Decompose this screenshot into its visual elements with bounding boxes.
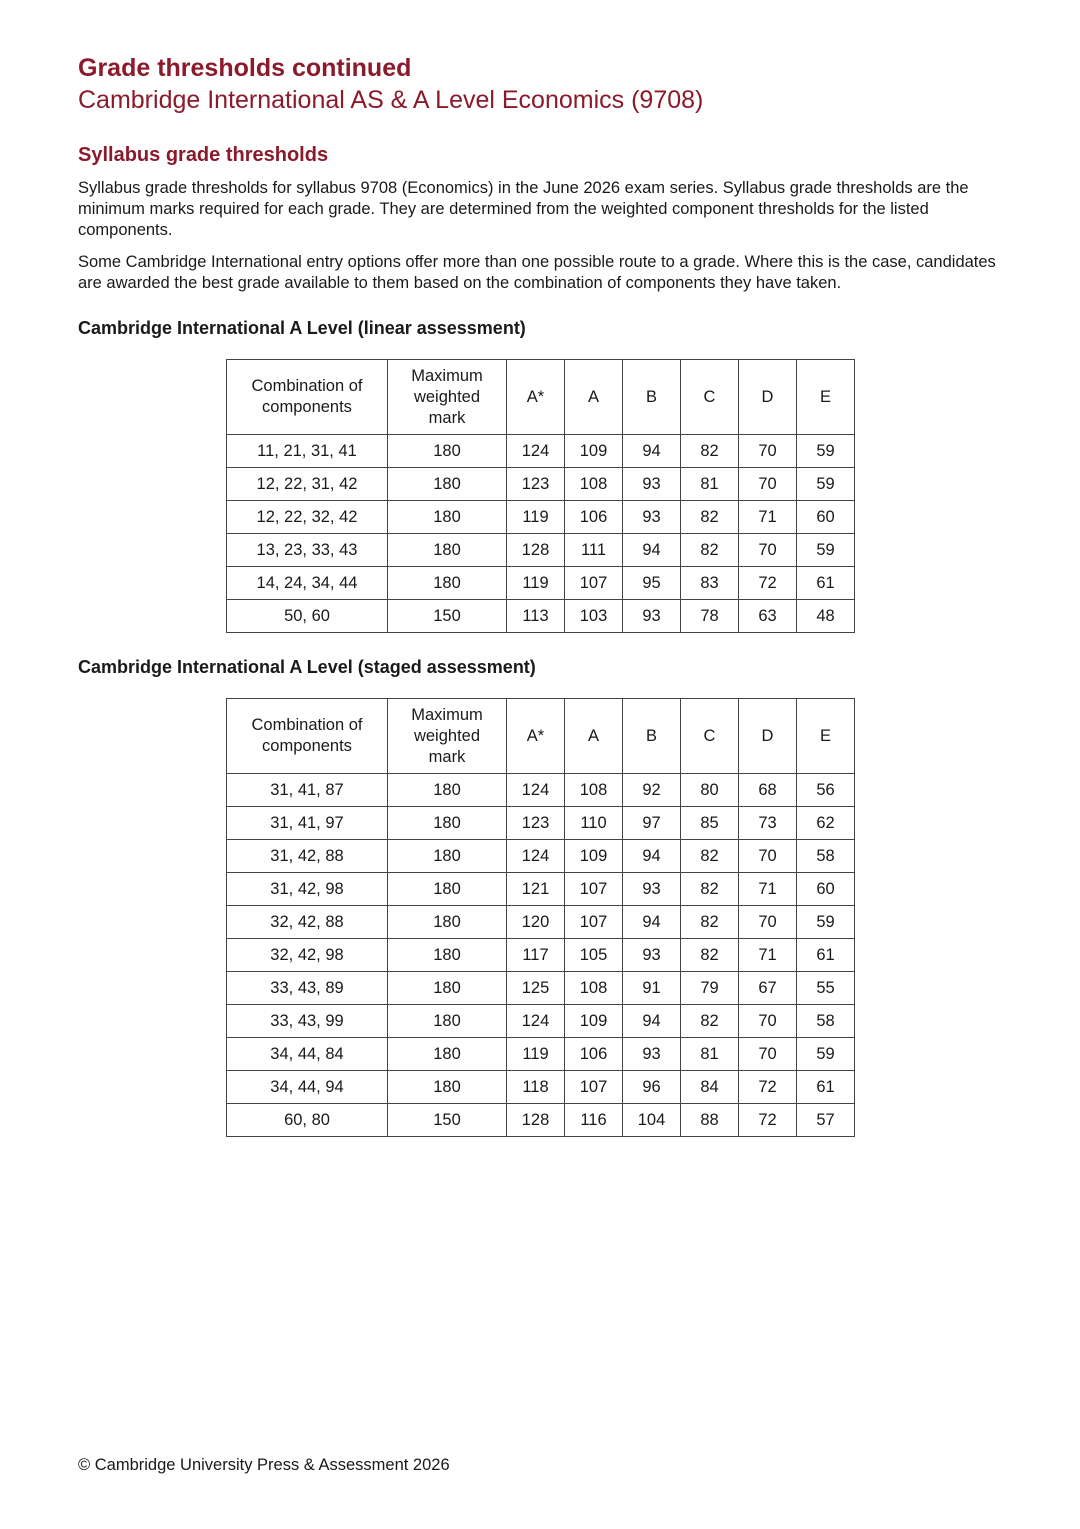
grade-threshold-cell: 67 [739, 972, 797, 1005]
table-row [227, 468, 855, 501]
grade-threshold-cell: 88 [681, 1104, 739, 1137]
grade-threshold-cell: 72 [739, 1104, 797, 1137]
grade-threshold-cell: 119 [507, 1038, 565, 1071]
table-row [227, 939, 855, 972]
linear-table-heading: Cambridge International A Level (linear assessment) [78, 318, 526, 338]
max-mark-cell: 180 [388, 1005, 507, 1038]
max-mark-cell: 180 [388, 807, 507, 840]
grade-threshold-cell: 107 [565, 1071, 623, 1104]
section-heading: Syllabus grade thresholds [78, 144, 329, 166]
grade-threshold-cell: 107 [565, 873, 623, 906]
grade-threshold-cell: 56 [797, 774, 855, 807]
grade-threshold-cell: 68 [739, 774, 797, 807]
table-row [227, 534, 855, 567]
column-header: B [623, 699, 681, 774]
grade-threshold-cell: 78 [681, 600, 739, 633]
grade-threshold-cell: 61 [797, 1071, 855, 1104]
grade-threshold-cell: 70 [739, 840, 797, 873]
table-row [227, 1104, 855, 1137]
grade-threshold-cell: 83 [681, 567, 739, 600]
grade-threshold-cell: 106 [565, 1038, 623, 1071]
grade-threshold-cell: 108 [565, 972, 623, 1005]
grade-threshold-cell: 120 [507, 906, 565, 939]
grade-threshold-cell: 107 [565, 906, 623, 939]
grade-threshold-cell: 59 [797, 906, 855, 939]
grade-threshold-cell: 124 [507, 1005, 565, 1038]
column-header: E [797, 699, 855, 774]
route-paragraph: Some Cambridge International entry options offer more than one possible route to a grade. Where this is the case, candidates are awarded the best grade available to them based on the combination of components they have taken. [78, 253, 996, 292]
grade-threshold-cell: 93 [623, 1038, 681, 1071]
column-header: Combination of components [227, 360, 388, 435]
grade-threshold-cell: 109 [565, 840, 623, 873]
column-header: A* [507, 699, 565, 774]
grade-threshold-cell: 72 [739, 567, 797, 600]
grade-threshold-cell: 121 [507, 873, 565, 906]
grade-threshold-cell: 128 [507, 1104, 565, 1137]
column-header: C [681, 360, 739, 435]
grade-threshold-cell: 82 [681, 873, 739, 906]
grade-threshold-cell: 110 [565, 807, 623, 840]
table-row [227, 906, 855, 939]
grade-threshold-cell: 58 [797, 840, 855, 873]
max-mark-cell: 150 [388, 600, 507, 633]
table-row [227, 435, 855, 468]
max-mark-cell: 180 [388, 501, 507, 534]
component-combination-cell: 13, 23, 33, 43 [227, 534, 388, 567]
max-mark-cell: 180 [388, 1071, 507, 1104]
table-row [227, 567, 855, 600]
component-combination-cell: 60, 80 [227, 1104, 388, 1137]
column-header: E [797, 360, 855, 435]
linear-assessment-table [226, 359, 855, 633]
grade-threshold-cell: 93 [623, 873, 681, 906]
copyright-footer: © Cambridge University Press & Assessment 2026 [78, 1456, 450, 1474]
max-mark-cell: 180 [388, 567, 507, 600]
grade-threshold-cell: 62 [797, 807, 855, 840]
component-combination-cell: 34, 44, 94 [227, 1071, 388, 1104]
grade-threshold-cell: 71 [739, 501, 797, 534]
grade-threshold-cell: 117 [507, 939, 565, 972]
grade-threshold-cell: 61 [797, 939, 855, 972]
grade-threshold-cell: 82 [681, 840, 739, 873]
grade-threshold-cell: 94 [623, 534, 681, 567]
column-header: Combination of components [227, 699, 388, 774]
grade-threshold-cell: 57 [797, 1104, 855, 1137]
table-row [227, 873, 855, 906]
grade-threshold-cell: 106 [565, 501, 623, 534]
grade-threshold-cell: 82 [681, 435, 739, 468]
max-mark-cell: 180 [388, 774, 507, 807]
component-combination-cell: 50, 60 [227, 600, 388, 633]
column-header: C [681, 699, 739, 774]
column-header: A* [507, 360, 565, 435]
grade-threshold-cell: 82 [681, 501, 739, 534]
table-row [227, 600, 855, 633]
grade-threshold-cell: 97 [623, 807, 681, 840]
grade-threshold-cell: 81 [681, 1038, 739, 1071]
grade-threshold-cell: 105 [565, 939, 623, 972]
grade-threshold-cell: 70 [739, 435, 797, 468]
grade-threshold-cell: 124 [507, 840, 565, 873]
table-row [227, 1071, 855, 1104]
column-header: A [565, 699, 623, 774]
grade-threshold-cell: 81 [681, 468, 739, 501]
grade-threshold-cell: 93 [623, 939, 681, 972]
component-combination-cell: 14, 24, 34, 44 [227, 567, 388, 600]
grade-threshold-cell: 92 [623, 774, 681, 807]
max-mark-cell: 180 [388, 468, 507, 501]
component-combination-cell: 33, 43, 89 [227, 972, 388, 1005]
component-combination-cell: 31, 41, 97 [227, 807, 388, 840]
component-combination-cell: 12, 22, 31, 42 [227, 468, 388, 501]
table-header-row [227, 699, 855, 774]
table-row [227, 1038, 855, 1071]
grade-threshold-cell: 125 [507, 972, 565, 1005]
grade-threshold-cell: 108 [565, 774, 623, 807]
component-combination-cell: 32, 42, 98 [227, 939, 388, 972]
document-page [78, 52, 1003, 1137]
grade-threshold-cell: 123 [507, 468, 565, 501]
grade-threshold-cell: 70 [739, 1038, 797, 1071]
grade-threshold-cell: 60 [797, 501, 855, 534]
grade-threshold-cell: 58 [797, 1005, 855, 1038]
max-mark-cell: 180 [388, 906, 507, 939]
grade-threshold-cell: 84 [681, 1071, 739, 1104]
grade-threshold-cell: 60 [797, 873, 855, 906]
grade-threshold-cell: 59 [797, 534, 855, 567]
grade-threshold-cell: 94 [623, 435, 681, 468]
grade-threshold-cell: 82 [681, 906, 739, 939]
grade-threshold-cell: 94 [623, 840, 681, 873]
grade-threshold-cell: 109 [565, 435, 623, 468]
grade-threshold-cell: 116 [565, 1104, 623, 1137]
column-header: B [623, 360, 681, 435]
grade-threshold-cell: 94 [623, 1005, 681, 1038]
grade-threshold-cell: 93 [623, 600, 681, 633]
grade-threshold-cell: 103 [565, 600, 623, 633]
column-header: D [739, 699, 797, 774]
grade-threshold-cell: 59 [797, 468, 855, 501]
max-mark-cell: 150 [388, 1104, 507, 1137]
grade-threshold-cell: 124 [507, 774, 565, 807]
column-header: D [739, 360, 797, 435]
grade-threshold-cell: 70 [739, 906, 797, 939]
table-row [227, 501, 855, 534]
component-combination-cell: 31, 42, 88 [227, 840, 388, 873]
page-title: Grade thresholds continued [78, 54, 412, 82]
table-row [227, 840, 855, 873]
grade-threshold-cell: 82 [681, 1005, 739, 1038]
grade-threshold-cell: 80 [681, 774, 739, 807]
max-mark-cell: 180 [388, 840, 507, 873]
grade-threshold-cell: 48 [797, 600, 855, 633]
component-combination-cell: 34, 44, 84 [227, 1038, 388, 1071]
page-subtitle: Cambridge International AS & A Level Economics (9708) [78, 86, 704, 114]
grade-threshold-cell: 63 [739, 600, 797, 633]
grade-threshold-cell: 79 [681, 972, 739, 1005]
grade-threshold-cell: 93 [623, 468, 681, 501]
grade-threshold-cell: 71 [739, 873, 797, 906]
grade-threshold-cell: 61 [797, 567, 855, 600]
component-combination-cell: 33, 43, 99 [227, 1005, 388, 1038]
max-mark-cell: 180 [388, 972, 507, 1005]
component-combination-cell: 11, 21, 31, 41 [227, 435, 388, 468]
column-header: Maximum weighted mark [388, 699, 507, 774]
grade-threshold-cell: 119 [507, 501, 565, 534]
grade-threshold-cell: 82 [681, 939, 739, 972]
grade-threshold-cell: 93 [623, 501, 681, 534]
grade-threshold-cell: 55 [797, 972, 855, 1005]
grade-threshold-cell: 72 [739, 1071, 797, 1104]
grade-threshold-cell: 59 [797, 435, 855, 468]
grade-threshold-cell: 95 [623, 567, 681, 600]
grade-threshold-cell: 71 [739, 939, 797, 972]
grade-threshold-cell: 124 [507, 435, 565, 468]
max-mark-cell: 180 [388, 534, 507, 567]
grade-threshold-cell: 94 [623, 906, 681, 939]
grade-threshold-cell: 107 [565, 567, 623, 600]
max-mark-cell: 180 [388, 939, 507, 972]
grade-threshold-cell: 73 [739, 807, 797, 840]
grade-threshold-cell: 70 [739, 1005, 797, 1038]
max-mark-cell: 180 [388, 435, 507, 468]
grade-threshold-cell: 70 [739, 534, 797, 567]
intro-paragraph: Syllabus grade thresholds for syllabus 9708 (Economics) in the June 2026 exam series. Syllabus grade thresholds are the minimum marks required for each grade. They are determined from the weighted component thresholds for the listed components. [78, 179, 969, 239]
column-header: Maximum weighted mark [388, 360, 507, 435]
table-row [227, 1005, 855, 1038]
grade-threshold-cell: 109 [565, 1005, 623, 1038]
component-combination-cell: 12, 22, 32, 42 [227, 501, 388, 534]
grade-threshold-cell: 82 [681, 534, 739, 567]
table-row [227, 972, 855, 1005]
grade-threshold-cell: 119 [507, 567, 565, 600]
column-header: A [565, 360, 623, 435]
grade-threshold-cell: 104 [623, 1104, 681, 1137]
staged-assessment-table [226, 698, 855, 1137]
grade-threshold-cell: 113 [507, 600, 565, 633]
component-combination-cell: 31, 42, 98 [227, 873, 388, 906]
table-header-row [227, 360, 855, 435]
grade-threshold-cell: 118 [507, 1071, 565, 1104]
component-combination-cell: 31, 41, 87 [227, 774, 388, 807]
staged-table-heading: Cambridge International A Level (staged assessment) [78, 657, 536, 677]
max-mark-cell: 180 [388, 1038, 507, 1071]
table-row [227, 807, 855, 840]
grade-threshold-cell: 111 [565, 534, 623, 567]
max-mark-cell: 180 [388, 873, 507, 906]
grade-threshold-cell: 123 [507, 807, 565, 840]
grade-threshold-cell: 96 [623, 1071, 681, 1104]
component-combination-cell: 32, 42, 88 [227, 906, 388, 939]
grade-threshold-cell: 108 [565, 468, 623, 501]
grade-threshold-cell: 85 [681, 807, 739, 840]
grade-threshold-cell: 91 [623, 972, 681, 1005]
grade-threshold-cell: 128 [507, 534, 565, 567]
table-row [227, 774, 855, 807]
grade-threshold-cell: 70 [739, 468, 797, 501]
grade-threshold-cell: 59 [797, 1038, 855, 1071]
